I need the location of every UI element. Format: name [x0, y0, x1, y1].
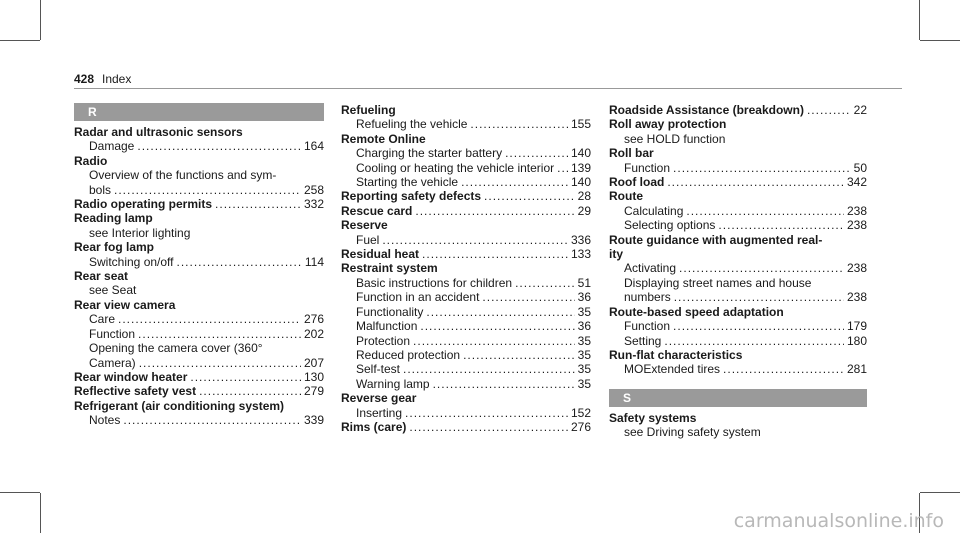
- header-rule: [74, 88, 902, 89]
- index-entry: [341, 420, 591, 434]
- sub-entry: [74, 327, 324, 341]
- sub-entry: [609, 276, 867, 305]
- index-entry: [609, 348, 867, 377]
- sub-entry: [341, 117, 591, 131]
- leader-dots: [139, 356, 301, 370]
- sub-entry-row[interactable]: [89, 356, 324, 370]
- sub-entry-row-text: Warning lamp: [356, 376, 430, 391]
- sub-entry-row[interactable]: [624, 319, 867, 333]
- sub-entry: [341, 276, 591, 290]
- page-ref[interactable]: 164: [303, 139, 324, 154]
- entry-title: Refueling: [341, 103, 396, 117]
- entry-title: Rear fog lamp: [74, 240, 155, 255]
- entry-title: Reverse gear: [341, 391, 417, 406]
- page-ref[interactable]: 202: [303, 326, 324, 341]
- entry-title-text: Reporting safety defects: [341, 189, 482, 204]
- leader-dots: [463, 348, 575, 362]
- entry-title: Run-flat characteristics: [609, 347, 743, 362]
- sub-entry: [609, 425, 867, 439]
- entry-title-text: Roadside Assistance (breakdown): [609, 103, 804, 117]
- sub-entry-row-text: Cooling or heating the vehicle interior: [356, 160, 555, 175]
- leader-dots: [415, 204, 574, 218]
- leader-dots: [177, 255, 302, 269]
- leader-dots: [118, 312, 301, 326]
- entry-title: Roll away protection: [609, 117, 727, 132]
- leader-dots: [667, 175, 844, 189]
- sub-entry-row-text: Calculating: [624, 203, 684, 218]
- index-entry: [609, 146, 867, 175]
- sub-entry-row-text: Notes: [89, 413, 121, 428]
- sub-entry-row-text: Self-test: [356, 362, 401, 377]
- sub-entry: [341, 319, 591, 333]
- entry-title: Remote Online: [341, 131, 426, 146]
- leader-dots: [409, 420, 568, 434]
- sub-entry-row[interactable]: [356, 319, 591, 333]
- sub-entry: [341, 377, 591, 391]
- leader-dots: [215, 197, 301, 211]
- page-ref[interactable]: 155: [570, 117, 591, 132]
- section-spacer: [609, 377, 867, 389]
- sub-entry-row[interactable]: [356, 305, 591, 319]
- sub-entry-row-text: Basic instructions for children: [356, 275, 513, 290]
- sub-entry-text: Opening the camera cover (360°: [89, 341, 263, 356]
- page-ref[interactable]: 276: [570, 419, 591, 434]
- entry-title-text: Roof load: [609, 175, 665, 190]
- page-ref[interactable]: 152: [570, 405, 591, 420]
- sub-entry: [341, 175, 591, 189]
- sub-entry-row[interactable]: [89, 413, 324, 427]
- entry-title-text: Residual heat: [341, 247, 420, 262]
- index-entry: [74, 269, 324, 298]
- page-ref[interactable]: 238: [846, 290, 867, 305]
- page-ref[interactable]: 133: [570, 247, 591, 262]
- sub-entry-row-text: Function in an accident: [356, 290, 480, 305]
- page-ref[interactable]: 114: [304, 254, 324, 269]
- sub-entry: [609, 204, 867, 218]
- entry-title[interactable]: [341, 204, 591, 218]
- sub-entry-row-text: Selecting options: [624, 218, 716, 233]
- entry-title[interactable]: [74, 384, 324, 398]
- index-column-1: [74, 103, 324, 428]
- leader-dots: [137, 139, 301, 153]
- sub-entry-row[interactable]: [356, 161, 591, 175]
- cross-reference[interactable]: see HOLD function: [624, 131, 726, 146]
- sub-entry-row[interactable]: [356, 377, 591, 391]
- leader-dots: [413, 334, 575, 348]
- sub-entry-row-text: Inserting: [356, 405, 403, 420]
- index-entry: [341, 261, 591, 391]
- leader-dots: [807, 103, 851, 117]
- sub-entry-text: Displaying street names and house: [624, 275, 812, 290]
- sub-entry: [74, 341, 324, 370]
- page-ref[interactable]: 339: [303, 413, 324, 428]
- leader-dots: [686, 204, 844, 218]
- leader-dots: [382, 233, 568, 247]
- leader-dots: [190, 370, 301, 384]
- index-entry: [74, 298, 324, 370]
- page-ref[interactable]: 22: [853, 103, 867, 117]
- page-ref[interactable]: 35: [577, 362, 591, 377]
- sub-entry-row-text: MOExtended tires: [624, 362, 721, 377]
- sub-entry-row-text: Damage: [89, 139, 135, 154]
- page-ref[interactable]: 139: [570, 160, 591, 175]
- crop-mark: [40, 0, 41, 40]
- sub-entry-row[interactable]: [89, 312, 324, 326]
- entry-title: Route: [609, 189, 643, 204]
- sub-entry: [74, 283, 324, 297]
- index-entry: [74, 125, 324, 154]
- sub-entry-row[interactable]: [89, 139, 324, 153]
- crop-mark: [920, 40, 960, 41]
- index-entry: [341, 247, 591, 261]
- sub-entry-row-text: Reduced protection: [356, 347, 461, 362]
- sub-entry: [341, 334, 591, 348]
- sub-entry-row-text: Switching on/off: [89, 254, 174, 269]
- entry-title[interactable]: [609, 103, 867, 117]
- page-ref[interactable]: 258: [303, 182, 324, 197]
- entry-title-text: Rims (care): [341, 419, 407, 434]
- leader-dots: [718, 218, 844, 232]
- entry-title: Radio: [74, 153, 108, 168]
- index-entry: [609, 189, 867, 232]
- sub-entry-row-text: Charging the starter battery: [356, 146, 503, 161]
- sub-entry: [74, 168, 324, 197]
- index-entry: [341, 218, 591, 247]
- entry-title: Roll bar: [609, 146, 654, 161]
- entry-title: Safety systems: [609, 410, 697, 425]
- entry-title[interactable]: [341, 420, 591, 434]
- page-ref[interactable]: 276: [303, 312, 324, 327]
- leader-dots: [674, 290, 844, 304]
- sub-entry-row-text: numbers: [624, 290, 671, 305]
- index-entry: [341, 189, 591, 203]
- sub-entry: [341, 233, 591, 247]
- sub-entry-row-text: Activating: [624, 261, 677, 276]
- sub-entry: [609, 132, 867, 146]
- sub-entry: [74, 413, 324, 427]
- sub-entry: [74, 139, 324, 153]
- sub-entry-row-text: Function: [624, 319, 671, 334]
- index-entry: [74, 154, 324, 197]
- index-entry: [74, 384, 324, 398]
- leader-dots: [422, 247, 568, 261]
- sub-entry-row[interactable]: [624, 204, 867, 218]
- page-ref[interactable]: 35: [577, 376, 591, 391]
- page-ref[interactable]: 140: [570, 146, 591, 161]
- sub-entry-row[interactable]: [356, 146, 591, 160]
- sub-entry-row-text: Malfunction: [356, 319, 418, 334]
- leader-dots: [403, 362, 575, 376]
- sub-entry: [609, 218, 867, 232]
- page-ref[interactable]: 29: [577, 203, 591, 218]
- sub-entry-row[interactable]: [624, 334, 867, 348]
- leader-dots: [420, 319, 574, 333]
- leader-dots: [470, 117, 568, 131]
- sub-entry-row-text: Function: [89, 326, 136, 341]
- sub-entry-row[interactable]: [89, 183, 324, 197]
- leader-dots: [673, 161, 851, 175]
- page-ref[interactable]: 207: [303, 355, 324, 370]
- page-ref[interactable]: 35: [577, 347, 591, 362]
- page-ref[interactable]: 238: [846, 261, 867, 276]
- sub-entry-row-text: Care: [89, 312, 116, 327]
- index-entry: [341, 103, 591, 132]
- sub-entry-row-text: Refueling the vehicle: [356, 117, 468, 132]
- index-entry: [74, 370, 324, 384]
- crop-mark: [919, 0, 920, 40]
- leader-dots: [482, 290, 574, 304]
- sub-entry-text: Overview of the functions and sym-: [89, 168, 277, 183]
- sub-entry: [341, 290, 591, 304]
- sub-entry-row-text: Functionality: [356, 304, 424, 319]
- sub-entry-row[interactable]: [356, 233, 591, 247]
- cross-reference[interactable]: see Seat: [89, 283, 137, 298]
- index-entry: [74, 399, 324, 428]
- entry-title-cont: ity: [609, 247, 624, 262]
- entry-title: Reserve: [341, 218, 388, 233]
- sub-entry-row[interactable]: [356, 362, 591, 376]
- sub-entry-row[interactable]: [356, 175, 591, 189]
- section-letter: S: [609, 389, 867, 407]
- page-header: [74, 72, 902, 86]
- sub-entry-row[interactable]: [624, 161, 867, 175]
- index-entry: [609, 175, 867, 189]
- sub-entry-row-text: Fuel: [356, 232, 380, 247]
- index-entry: [74, 211, 324, 240]
- leader-dots: [199, 384, 301, 398]
- page-ref[interactable]: 35: [577, 304, 591, 319]
- page-ref[interactable]: 130: [303, 369, 324, 384]
- page-ref[interactable]: 281: [846, 362, 867, 377]
- entry-title-text: Rear window heater: [74, 369, 188, 384]
- sub-entry-row[interactable]: [624, 218, 867, 232]
- sub-entry-row-text: Protection: [356, 333, 411, 348]
- entry-title: Reading lamp: [74, 211, 153, 226]
- leader-dots: [426, 305, 574, 319]
- watermark: carmanualsonline.info: [733, 510, 944, 532]
- index-entry: [609, 411, 867, 440]
- sub-entry: [74, 312, 324, 326]
- index-entry: [609, 233, 867, 305]
- sub-entry: [341, 362, 591, 376]
- page-label: Index: [102, 72, 132, 86]
- leader-dots: [515, 276, 575, 290]
- sub-entry: [74, 226, 324, 240]
- sub-entry: [609, 161, 867, 175]
- leader-dots: [114, 183, 301, 197]
- sub-entry: [341, 348, 591, 362]
- index-entry: [341, 391, 591, 420]
- sub-entry: [609, 362, 867, 376]
- page-ref[interactable]: 279: [303, 384, 324, 399]
- page-ref[interactable]: 35: [577, 333, 591, 348]
- entry-title: Restraint system: [341, 261, 438, 276]
- sub-entry-row[interactable]: [89, 255, 324, 269]
- sub-entry-row[interactable]: [356, 406, 591, 420]
- entry-title: Rear view camera: [74, 297, 176, 312]
- leader-dots: [679, 261, 844, 275]
- index-entry: [74, 240, 324, 269]
- entry-title-text: Rescue card: [341, 203, 413, 218]
- sub-entry-row[interactable]: [356, 117, 591, 131]
- page-ref[interactable]: 51: [577, 275, 591, 290]
- sub-entry-row-text: Starting the vehicle: [356, 175, 459, 190]
- index-column-2: [341, 103, 591, 434]
- crop-mark: [920, 492, 960, 493]
- page-ref[interactable]: 238: [846, 218, 867, 233]
- sub-entry: [609, 261, 867, 275]
- sub-entry: [609, 319, 867, 333]
- sub-entry: [74, 255, 324, 269]
- entry-title[interactable]: [74, 370, 324, 384]
- cross-reference[interactable]: see Interior lighting: [89, 225, 191, 240]
- page-ref[interactable]: 140: [570, 175, 591, 190]
- sub-entry-row[interactable]: [89, 327, 324, 341]
- sub-entry-row[interactable]: [356, 334, 591, 348]
- sub-entry: [341, 406, 591, 420]
- leader-dots: [664, 334, 844, 348]
- sub-entry-row[interactable]: [624, 290, 867, 304]
- index-entry: [609, 117, 867, 146]
- index-entry: [341, 204, 591, 218]
- entry-title: Radar and ultrasonic sensors: [74, 125, 243, 139]
- sub-entry-row[interactable]: [356, 276, 591, 290]
- sub-entry-row[interactable]: [624, 362, 867, 376]
- sub-entry-row-text: Function: [624, 160, 671, 175]
- leader-dots: [723, 362, 844, 376]
- crop-mark: [40, 493, 41, 533]
- page-ref[interactable]: 336: [570, 232, 591, 247]
- index-entry: [341, 132, 591, 190]
- page-ref[interactable]: 50: [853, 160, 867, 175]
- entry-title[interactable]: [74, 197, 324, 211]
- leader-dots: [484, 189, 575, 203]
- page-ref[interactable]: 36: [577, 290, 591, 305]
- entry-title: Route guidance with augmented real-: [609, 232, 823, 247]
- section-letter: R: [74, 103, 324, 121]
- leader-dots: [433, 377, 575, 391]
- page-ref[interactable]: 332: [303, 197, 324, 212]
- leader-dots: [673, 319, 844, 333]
- sub-entry: [341, 161, 591, 175]
- sub-entry-row-text: bols: [89, 182, 112, 197]
- page-ref[interactable]: 180: [846, 333, 867, 348]
- entry-title[interactable]: [341, 189, 591, 203]
- entry-title: Rear seat: [74, 269, 129, 284]
- sub-entry-row-text: Camera): [89, 355, 136, 370]
- entry-title: Refrigerant (air conditioning system): [74, 398, 285, 413]
- index-column-3: [609, 103, 867, 440]
- entry-title-text: Reflective safety vest: [74, 384, 197, 399]
- leader-dots: [405, 406, 568, 420]
- entry-title[interactable]: [609, 175, 867, 189]
- leader-dots: [505, 146, 568, 160]
- leader-dots: [123, 413, 301, 427]
- leader-dots: [557, 161, 568, 175]
- sub-entry: [341, 146, 591, 160]
- page-ref[interactable]: 342: [846, 175, 867, 190]
- sub-entry: [609, 334, 867, 348]
- sub-entry-row[interactable]: [356, 348, 591, 362]
- sub-entry-row[interactable]: [356, 290, 591, 304]
- cross-reference[interactable]: see Driving safety system: [624, 425, 761, 440]
- entry-title: Route-based speed adaptation: [609, 304, 784, 319]
- sub-entry-row[interactable]: [624, 261, 867, 275]
- entry-title-text: Radio operating permits: [74, 197, 213, 212]
- page-ref[interactable]: 28: [577, 189, 591, 204]
- index-entry: [74, 197, 324, 211]
- crop-mark: [0, 40, 40, 41]
- index-entry: [609, 103, 867, 117]
- sub-entry: [341, 305, 591, 319]
- page-number: 428: [74, 72, 95, 86]
- page-ref[interactable]: 36: [577, 319, 591, 334]
- sub-entry-row-text: Setting: [624, 333, 662, 348]
- crop-mark: [0, 492, 40, 493]
- index-entry: [609, 305, 867, 348]
- page-ref[interactable]: 179: [846, 319, 867, 334]
- leader-dots: [138, 327, 301, 341]
- entry-title[interactable]: [341, 247, 591, 261]
- page-ref[interactable]: 238: [846, 203, 867, 218]
- leader-dots: [461, 175, 568, 189]
